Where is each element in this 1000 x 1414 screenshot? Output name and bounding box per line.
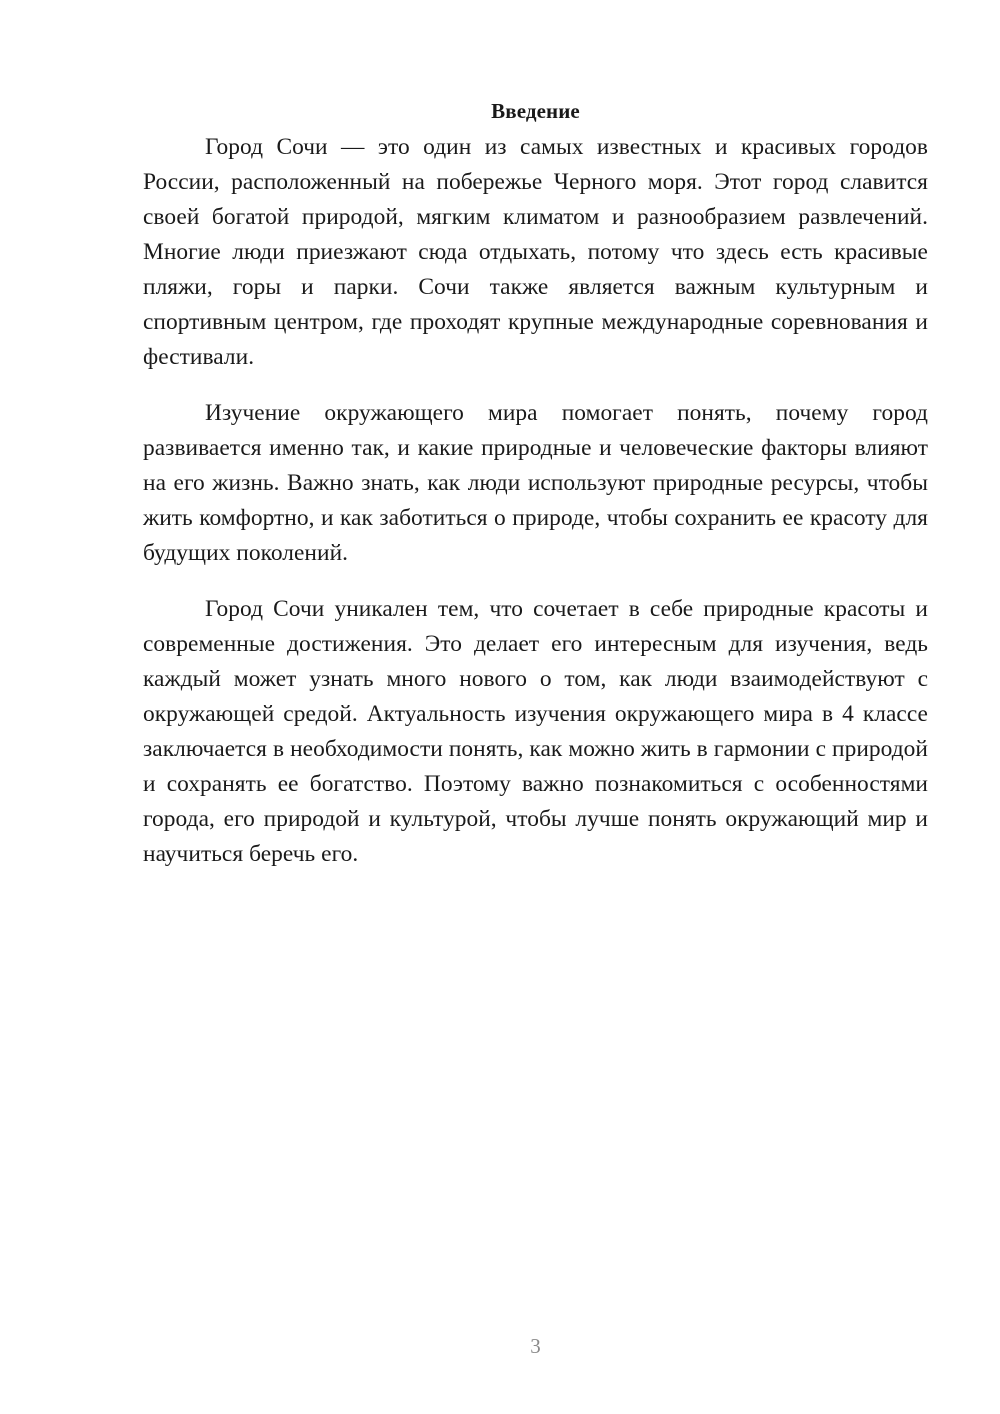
page-number: 3 [530,1334,541,1358]
page-content [143,96,928,893]
paragraph-relevance: Город Сочи уникален тем, что сочетает в себе природные красоты и современные достижения. Это делает его интересным для изучения, ведь каждый может узнать много нового о том, как люди взаимодействуют с окружающей средой. Актуальность изучения окружающего мира в 4 классе заключается в необходимости понять, как можно жить в гармонии с природой и сохранять ее богатство. Поэтому важно познакомиться с особенностями города, его природой и культурой, чтобы лучше понять окружающий мир и научиться беречь его. [143,596,928,867]
paragraph-study: Изучение окружающего мира помогает понять, почему город развивается именно так, и какие природные и человеческие факторы влияют на его жизнь. Важно знать, как люди используют природные ресурсы, чтобы жить комфортно, и как заботиться о природе, чтобы сохранить ее красоту для будущих поколений. [143,400,928,566]
paragraph-intro: Город Сочи — это один из самых известных и красивых городов России, расположенный на побережье Черного моря. Этот город славится своей богатой природой, мягким климатом и разнообразием развлечений. Многие люди приезжают сюда отдыхать, потому что здесь есть красивые пляжи, горы и парки. Сочи также является важным культурным и спортивным центром, где проходят крупные международные соревнования и фестивали. [143,134,928,370]
section-heading: Введение [491,99,580,123]
